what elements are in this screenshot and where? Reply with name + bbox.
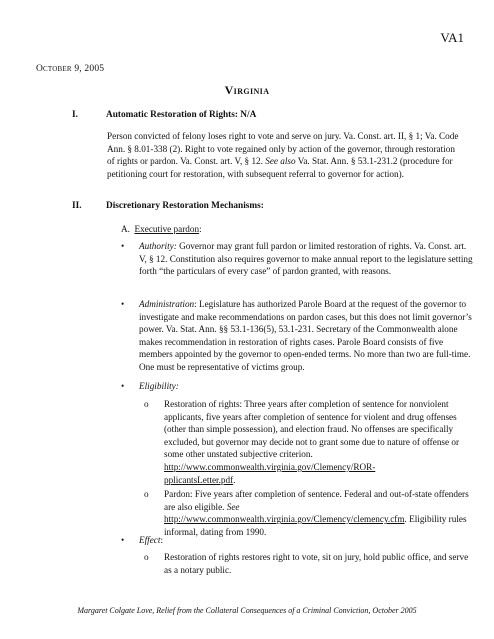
section-1-heading bbox=[72, 110, 256, 120]
administration-label: Administration bbox=[139, 299, 195, 309]
bullet-mark: • bbox=[121, 299, 125, 309]
effect-restoration-item bbox=[144, 551, 474, 576]
eligibility-restoration-item bbox=[144, 398, 474, 486]
eligibility-pardon-text: Pardon: Five years after completion of sentence. Federal and out-of-state offenders are also eligible. bbox=[164, 489, 469, 512]
eligibility-pardon-end: . Eligibility rules informal, dating from 1990. bbox=[164, 514, 467, 537]
authority-label: Authority: bbox=[139, 241, 177, 251]
clemency-link[interactable]: http://www.commonwealth.virginia.gov/Clemency/clemency.cfm bbox=[164, 514, 405, 525]
authority-text: Governor may grant full pardon or limited restoration of rights. Va. Const. art. V, § 12. Constitution also requires governor to make annual report to the legislature setting forth “the particulars of every case” of pardon granted, with reasons. bbox=[139, 241, 473, 277]
ror-letter-link-cont[interactable]: pplicantsLetter.pdf bbox=[164, 474, 234, 485]
administration-text: : Legislature has authorized Parole Board at the request of the governor to investigate and make recommendations on pardon cases, but this does not limit governor’s power. Va. Stat. Ann. §§ 53.1-136(5), 53.1-231. Secretary of the Commonwealth alone makes recommendation in restoration of rights cases. Parole Board consists of five members appointed by the governor to open-ended terms. No more than two are full-time. One must be representative of victims group. bbox=[139, 299, 472, 372]
bullet-mark: • bbox=[121, 241, 125, 251]
subsection-letter: A. bbox=[121, 224, 130, 234]
subsection-colon: : bbox=[199, 224, 202, 234]
section-2-heading bbox=[72, 201, 264, 211]
eligibility-restoration-text: Restoration of rights: Three years after completion of sentence for nonviolent applicants, five years after completion of sentence for violent and drug offenses (other than simple possession), and election fraud. No offenses are specifically excluded, but governor may decide not to grant some due to nature of offense or some other unstated subjective criterion. bbox=[164, 399, 460, 460]
effect-item bbox=[121, 534, 473, 547]
ror-letter-link[interactable]: http://www.commonwealth.virginia.gov/Clemency/ROR- bbox=[164, 461, 376, 472]
subsection-a-heading bbox=[121, 224, 202, 234]
page-footer: Margaret Colgate Love, Relief from the Collateral Consequences of a Criminal Conviction, October 2005 bbox=[77, 606, 417, 615]
administration-item bbox=[121, 298, 473, 374]
subsection-label: Executive pardon bbox=[134, 224, 200, 234]
section-1-text-a: Person convicted of felony loses right to vote and serve on jury. Va. Const. art. II, § 1; Va. Code Ann. § 8.01-338 (2). Right to vote regained only by action of the governor, through restoration of rights or pardon. Va. Const. art. V, § 12. bbox=[107, 131, 459, 167]
section-2-number: II. bbox=[72, 201, 82, 211]
state-code: VA1 bbox=[440, 30, 464, 45]
document-date: October 9, 2005 bbox=[36, 64, 105, 74]
bullet-mark: • bbox=[121, 381, 125, 391]
page-title: Virginia bbox=[224, 83, 270, 97]
section-1-see-also: See also bbox=[265, 156, 296, 167]
circle-mark: o bbox=[144, 489, 149, 499]
section-1-number: I. bbox=[72, 110, 78, 120]
eligibility-item bbox=[121, 380, 473, 393]
section-2-title: Discretionary Restoration Mechanisms: bbox=[106, 201, 264, 211]
bullet-mark: • bbox=[121, 535, 125, 545]
link-period: . bbox=[233, 474, 236, 485]
eligibility-label: Eligibility: bbox=[139, 381, 179, 391]
circle-mark: o bbox=[144, 399, 149, 409]
effect-colon: : bbox=[160, 535, 163, 545]
effect-label: Effect bbox=[139, 535, 161, 545]
section-1-text-b: Va. Stat. Ann. § 53.1-231.2 (procedure for petitioning court for restoration, with subsequent referral to governor for action). bbox=[107, 156, 453, 179]
see-label: See bbox=[226, 501, 240, 512]
eligibility-pardon-item bbox=[144, 488, 474, 538]
effect-restoration-text: Restoration of rights restores right to vote, sit on jury, hold public office, and serve as a notary public. bbox=[164, 552, 469, 575]
authority-item bbox=[121, 240, 473, 278]
section-1-title: Automatic Restoration of Rights: N/A bbox=[106, 110, 257, 120]
section-1-paragraph bbox=[107, 130, 461, 180]
circle-mark: o bbox=[144, 552, 149, 562]
